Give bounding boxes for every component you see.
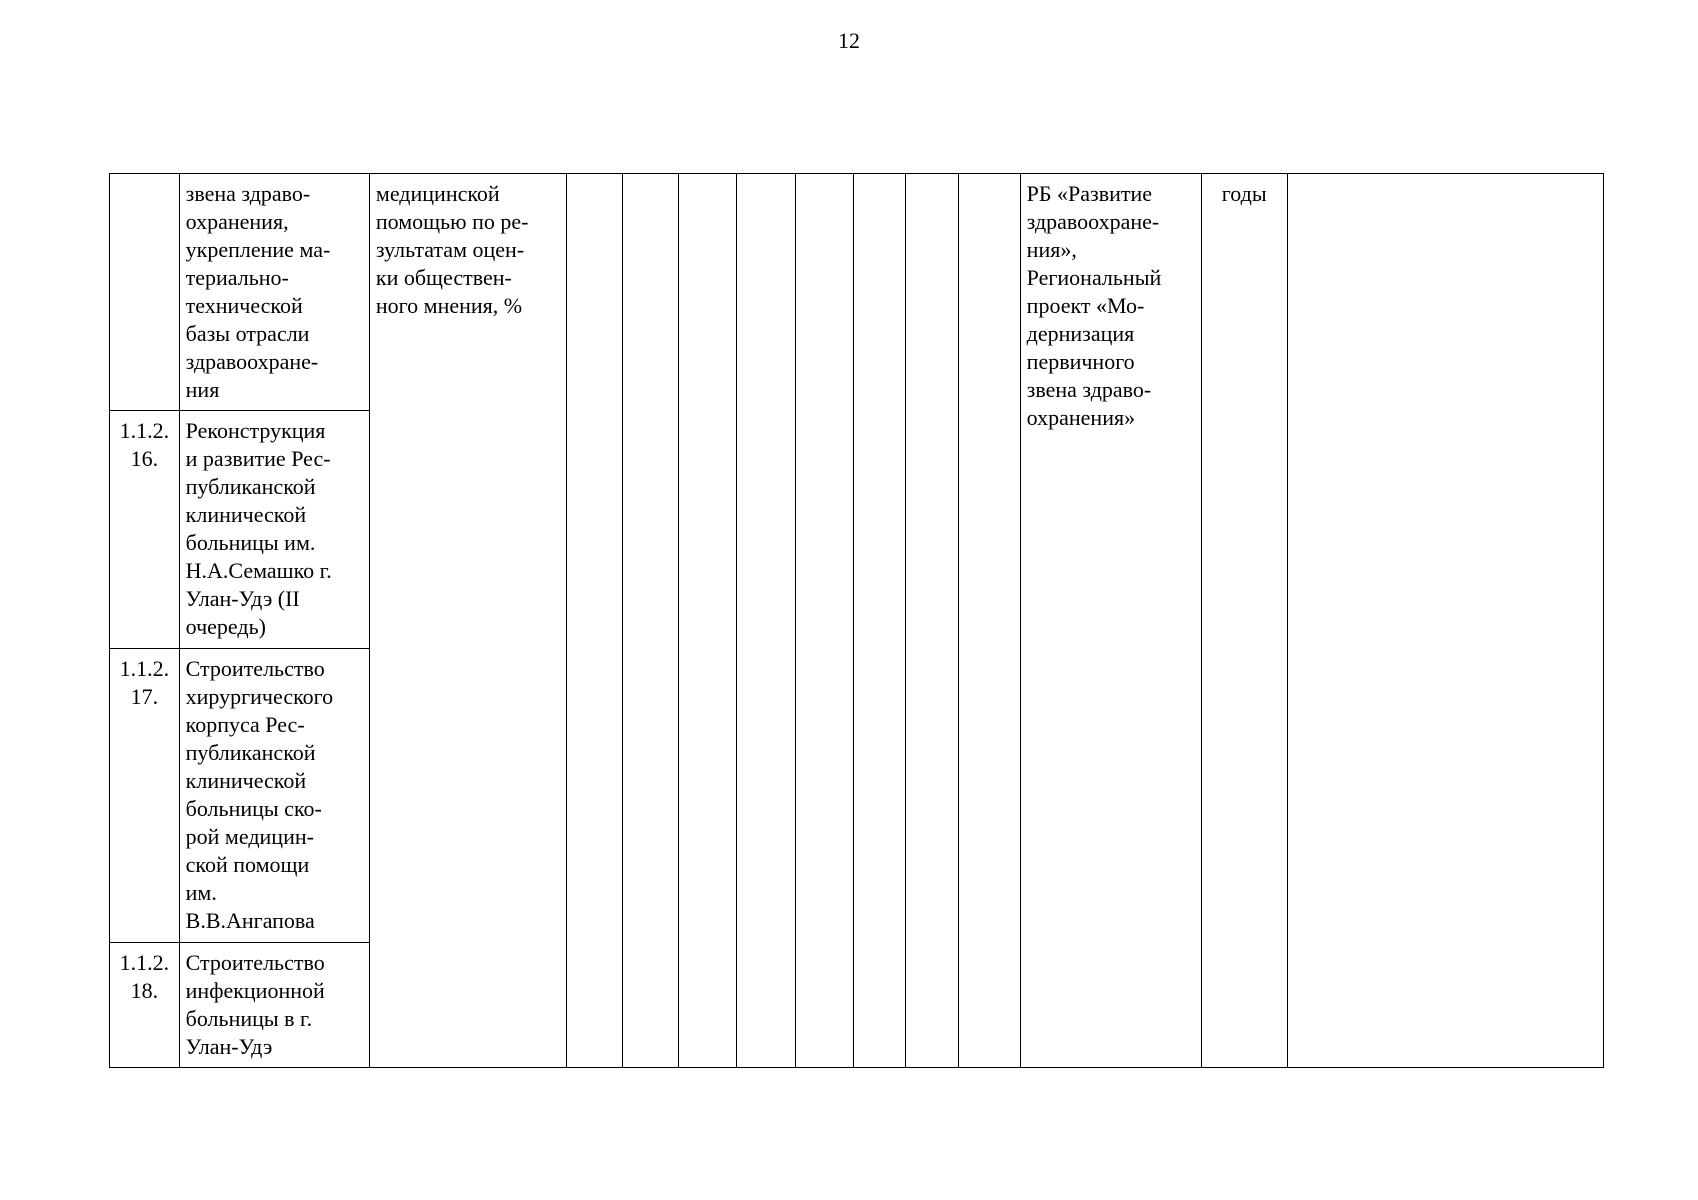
row-number-cell	[110, 174, 180, 411]
measure-name-cell: звена здраво- охранения, укрепление ма- териально- технической базы отрасли здравоохране- ния	[179, 174, 369, 411]
value-cell	[736, 174, 795, 1068]
measures-table	[109, 173, 1604, 1068]
last-column-cell	[1287, 174, 1603, 1068]
row-number-cell: 1.1.2. 17.	[110, 649, 180, 943]
value-cell	[854, 174, 906, 1068]
measure-name-cell: Строительство хирургического корпуса Рес- публиканской клинической больницы ско- рой медицин- ской помощи им. В.В.Ангапова	[179, 649, 369, 943]
page-number: 12	[838, 28, 860, 53]
value-cell	[678, 174, 736, 1068]
row-number-cell: 1.1.2. 16.	[110, 411, 180, 649]
value-cell	[567, 174, 622, 1068]
value-cell	[959, 174, 1020, 1068]
measure-name-cell: Строительство инфекционной больницы в г. Улан-Удэ	[179, 943, 369, 1068]
period-cell: годы	[1201, 174, 1287, 1068]
program-cell: РБ «Развитие здравоохране- ния», Региональный проект «Мо- дернизация первичного звена здраво- охранения»	[1020, 174, 1201, 1068]
value-cell	[906, 174, 959, 1068]
indicator-cell: медицинской помощью по ре- зультатам оцен- ки обществен- ного мнения, %	[369, 174, 567, 1068]
value-cell	[622, 174, 678, 1068]
measure-name-cell: Реконструкция и развитие Рес- публиканской клинической больницы им. Н.А.Семашко г. Улан-Удэ (II очередь)	[179, 411, 369, 649]
value-cell	[796, 174, 854, 1068]
table-row	[110, 174, 1604, 411]
row-number-cell: 1.1.2. 18.	[110, 943, 180, 1068]
